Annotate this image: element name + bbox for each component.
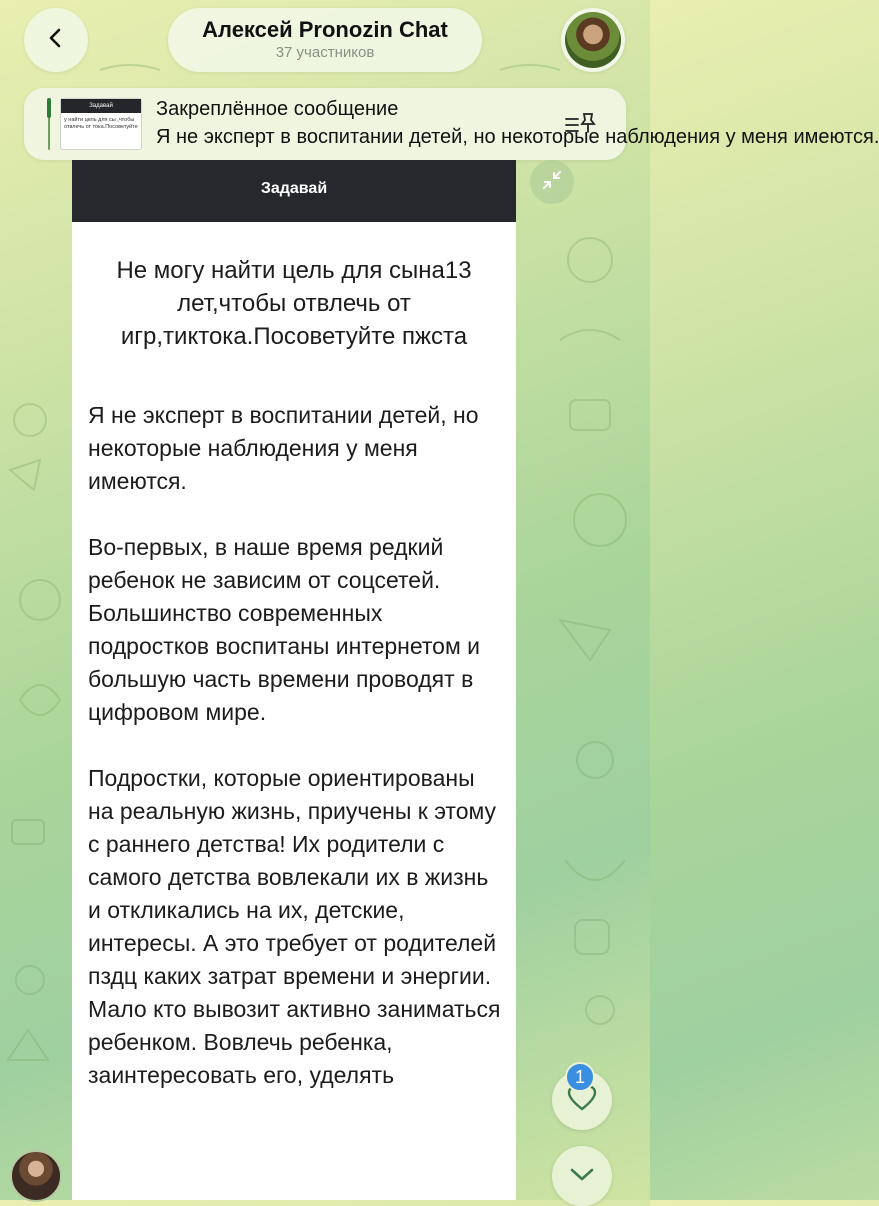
question-text: Не могу найти цель для сына13 лет,чтобы отвлечь от игр,тиктока.Посоветуйте пжста bbox=[116, 257, 472, 350]
thumbnail-header: Задавай bbox=[61, 99, 141, 113]
pinned-preview: Я не эксперт в воспитании детей, но некоторые наблюдения у меня имеются. bbox=[156, 126, 879, 148]
pinned-list-icon[interactable] bbox=[564, 110, 598, 140]
chat-title: Алексей Pronozin Chat bbox=[202, 17, 448, 42]
thumbnail-text: у найти цель для сы ,чтобы отвлечь от тока.Посоветуйте bbox=[64, 117, 138, 130]
member-count: 37 участников bbox=[275, 44, 375, 61]
reaction-count-badge: 1 bbox=[565, 1062, 595, 1092]
chat-header[interactable] bbox=[168, 8, 482, 72]
collapse-arrows-icon bbox=[541, 169, 563, 196]
pinned-thumbnail bbox=[60, 98, 142, 150]
chevron-left-icon bbox=[44, 26, 68, 55]
answer-body bbox=[72, 353, 516, 1092]
answer-paragraph: Подростки, которые ориентированы на реальную жизнь, приучены к этому с раннего детства! Их родители с самого детства вовлекали их в жизнь и откликались на их, детские, интересы. А это требует от родителей пздц каких затрат времени и энергии. Мало кто вывозит активно заниматься ребенком. Вовлечь ребенка, заинтересовать его, уделять bbox=[88, 765, 501, 1088]
expand-media-button[interactable] bbox=[530, 160, 574, 204]
chevron-down-icon bbox=[568, 1164, 596, 1189]
answer-paragraph: Во-первых, в наше время редкий ребенок не зависим от соцсетей. Большинство современных подростков воспитаны интернетом и большую часть времени проводят в цифровом мире. bbox=[88, 534, 480, 725]
back-button[interactable] bbox=[24, 8, 88, 72]
pinned-message-bar[interactable] bbox=[24, 88, 879, 160]
answer-paragraph: Я не эксперт в воспитании детей, но некоторые наблюдения у меня имеются. bbox=[88, 402, 479, 494]
avatar-image bbox=[565, 12, 621, 68]
pinned-indicator bbox=[48, 98, 50, 150]
pinned-label: Закреплённое сообщение bbox=[156, 98, 399, 120]
scroll-down-button[interactable] bbox=[552, 1146, 612, 1206]
sender-avatar[interactable] bbox=[10, 1150, 62, 1202]
chat-avatar[interactable] bbox=[561, 8, 625, 72]
card-header: Задавай bbox=[72, 160, 516, 222]
message-card bbox=[72, 160, 516, 1200]
